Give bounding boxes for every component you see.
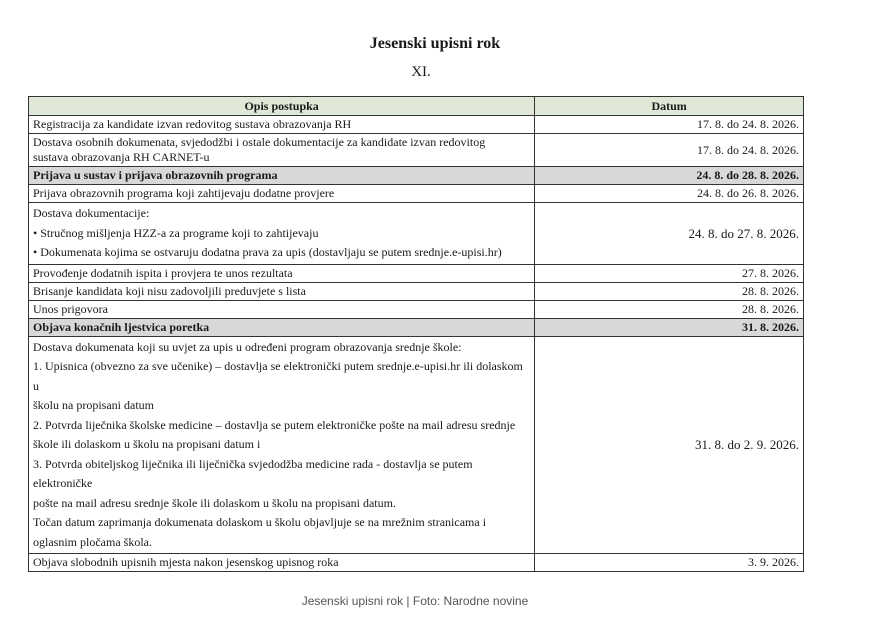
table-row bbox=[29, 554, 804, 572]
row-description-line: Točan datum zaprimanja dokumenata dolaskom u školu objavljuje se na mrežnim stranicama i bbox=[33, 515, 487, 529]
table-row bbox=[29, 282, 804, 300]
row-date: 31. 8. do 2. 9. 2026. bbox=[535, 336, 804, 554]
row-date: 3. 9. 2026. bbox=[535, 554, 804, 572]
row-date: 28. 8. 2026. bbox=[535, 300, 804, 318]
table-row bbox=[29, 185, 804, 203]
row-description: Prijava obrazovnih programa koji zahtijevaju dodatne provjere bbox=[29, 185, 535, 203]
header-opis-postupka: Opis postupka bbox=[29, 97, 535, 116]
row-date: 24. 8. do 26. 8. 2026. bbox=[535, 185, 804, 203]
header-datum: Datum bbox=[535, 97, 804, 116]
row-date: 28. 8. 2026. bbox=[535, 282, 804, 300]
table-row bbox=[29, 300, 804, 318]
row-date: 27. 8. 2026. bbox=[535, 264, 804, 282]
row-description bbox=[29, 203, 535, 265]
row-description-line: škole ili dolaskom u školu na propisani datum i bbox=[33, 437, 261, 451]
table-row bbox=[29, 336, 804, 554]
table-row bbox=[29, 203, 804, 265]
row-description-line: 2. Potvrda liječnika školske medicine – dostavlja se putem elektroničke pošte na mail adresu srednje bbox=[33, 417, 516, 432]
row-description bbox=[29, 336, 535, 554]
table-row-highlighted bbox=[29, 167, 804, 185]
image-caption: Jesenski upisni rok | Foto: Narodne novine bbox=[301, 594, 529, 608]
row-description: Registracija za kandidate izvan redovitog sustava obrazovanja RH bbox=[29, 116, 535, 134]
row-description: Objava slobodnih upisnih mjesta nakon jesenskog upisnog roka bbox=[29, 554, 535, 572]
row-description-line: pošte na mail adresu srednje škole ili dolaskom u školu na propisani datum. bbox=[33, 495, 396, 510]
row-description: Provođenje dodatnih ispita i provjera te unos rezultata bbox=[29, 264, 535, 282]
row-date: 24. 8. do 28. 8. 2026. bbox=[535, 167, 804, 185]
row-description-bullet: • Dokumenata kojima se ostvaruju dodatna prava za upis (dostavljaju se putem srednje.e-upisi.hr) bbox=[33, 245, 502, 259]
row-description: Objava konačnih ljestvica poretka bbox=[29, 318, 535, 336]
table-row-highlighted bbox=[29, 318, 804, 336]
table-header-row bbox=[29, 97, 804, 116]
row-date: 17. 8. do 24. 8. 2026. bbox=[535, 134, 804, 167]
row-date: 17. 8. do 24. 8. 2026. bbox=[535, 116, 804, 134]
row-description-line: 3. Potvrda obiteljskog liječnika ili liječnička svjedodžba medicine rada - dostavlja se putem elektroničke bbox=[33, 456, 473, 490]
row-description-line: Dostava dokumenata koji su uvjet za upis u određeni program obrazovanja srednje škole: bbox=[33, 339, 462, 354]
row-description-line: sustava obrazovanja RH CARNET-u bbox=[33, 150, 210, 164]
row-description: Brisanje kandidata koji nisu zadovoljili preduvjete s lista bbox=[29, 282, 535, 300]
row-description-line: Dostava dokumentacije: bbox=[33, 206, 150, 220]
row-description-line: školu na propisani datum bbox=[33, 398, 154, 412]
row-date: 24. 8. do 27. 8. 2026. bbox=[535, 203, 804, 265]
row-description-line: oglasnim pločama škola. bbox=[33, 534, 152, 549]
row-date: 31. 8. 2026. bbox=[535, 318, 804, 336]
row-description-line: Dostava osobnih dokumenata, svjedodžbi i ostale dokumentacije za kandidate izvan redovitog bbox=[33, 135, 486, 149]
row-description bbox=[29, 134, 535, 167]
row-description: Prijava u sustav i prijava obrazovnih programa bbox=[29, 167, 535, 185]
row-description: Unos prigovora bbox=[29, 300, 535, 318]
table-row bbox=[29, 116, 804, 134]
row-description-bullet: • Stručnog mišljenja HZZ-a za programe koji to zahtijevaju bbox=[33, 225, 319, 240]
table-row bbox=[29, 134, 804, 167]
row-description-line: 1. Upisnica (obvezno za sve učenike) – dostavlja se elektronički putem srednje.e-upisi.hr ili dolaskom u bbox=[33, 359, 523, 393]
document-title: Jesenski upisni rok bbox=[369, 35, 501, 52]
table-row bbox=[29, 264, 804, 282]
document-subtitle: XI. bbox=[411, 64, 431, 80]
schedule-table bbox=[28, 96, 804, 572]
